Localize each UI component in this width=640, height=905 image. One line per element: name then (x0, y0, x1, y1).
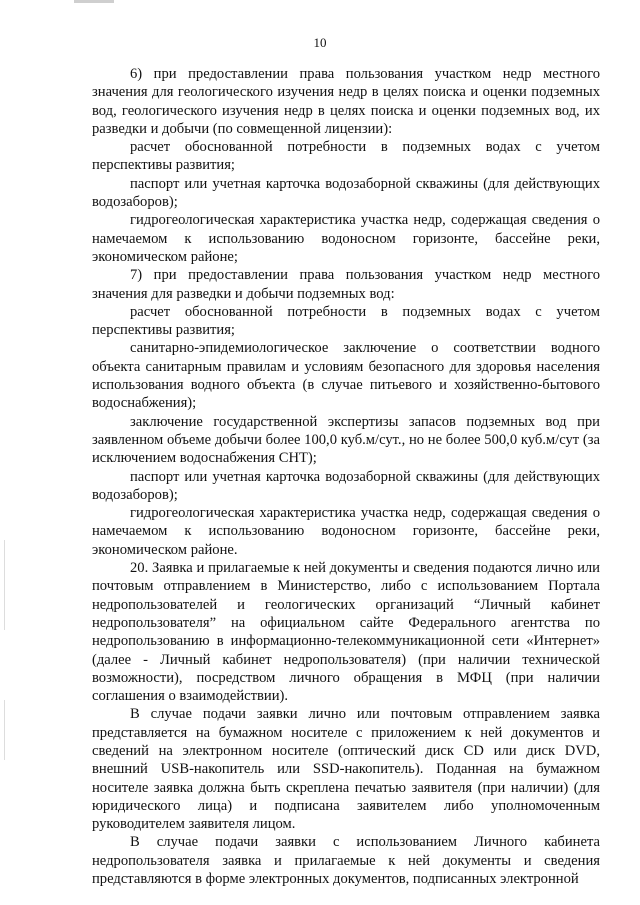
paragraph-sanitary-conclusion: санитарно-эпидемиологическое заключение о соответствии водного объекта санитарным правилам и условиям безопасного для здоровья населения использования водного объекта (в случае питьевого и хозяйственно-бытового водоснабжения); (92, 340, 600, 412)
paragraph-hydrogeology: гидрогеологическая характеристика участка недр, содержащая сведения о намечаемом к использованию водоносном горизонте, бассейне реки, экономическом районе. (92, 505, 600, 558)
paragraph-item-6: 6) при предоставлении права пользования участком недр местного значения для геологического изучения недр в целях поиска и оценки подземных вод, геологического изучения недр в целях поиска и оценки подземных вод, их разведки и добычи (по совмещенной лицензии): (92, 66, 600, 137)
paragraph-well-passport: паспорт или учетная карточка водозаборной скважины (для действующих водозаборов); (92, 468, 600, 503)
paragraph-water-need-calculation: расчет обоснованной потребности в подземных водах с учетом перспективы развития; (92, 303, 600, 339)
paragraph-state-expertise: заключение государственной экспертизы запасов подземных вод при заявленном объеме добычи более 100,0 куб.м/сут., но не более 500,0 куб.м/сут (за исключением водоснабжения СНТ); (92, 413, 600, 467)
paragraph-paper-submission: В случае подачи заявки лично или почтовым отправлением заявка представляется на бумажном носителе с приложением к ней документов и сведений на электронном носителе (оптический диск CD или диск DVD, внешний USB-накопитель или SSD-накопитель). Поданная на бумажном носителе заявка должна быть скреплена печатью заявителя (при наличии) (для юридического лица) и подписана заявителем либо уполномоченным руководителем заявителя лицом. (92, 706, 600, 833)
page-number: 10 (313, 35, 327, 50)
paragraph-well-passport: паспорт или учетная карточка водозаборной скважины (для действующих водозаборов); (92, 175, 600, 211)
scan-edge-mark (74, 0, 114, 3)
paragraph-water-need-calculation: расчет обоснованной потребности в подземных водах с учетом перспективы развития; (92, 139, 600, 174)
scan-edge-line (4, 540, 5, 630)
paragraph-electronic-submission: В случае подачи заявки с использованием Личного кабинета недропользователя заявка и прилагаемые к ней документы и сведения представляются в форме электронных документов, подписанных электронной (92, 834, 600, 888)
scan-edge-line (4, 700, 5, 760)
document-body (92, 65, 600, 888)
paragraph-item-7: 7) при предоставлении права пользования участком недр местного значения для разведки и добычи подземных вод: (92, 267, 600, 302)
paragraph-hydrogeology: гидрогеологическая характеристика участка недр, содержащая сведения о намечаемом к использованию водоносном горизонте, бассейне реки, экономическом районе; (92, 212, 600, 265)
paragraph-section-20: 20. Заявка и прилагаемые к ней документы и сведения подаются лично или почтовым отправлением в Министерство, либо с использованием Портала недропользователей и геологических организаций “Личный кабинет недропользователя” на официальном сайте Федерального агентства по недропользованию в информационно-телекоммуникационной сети «Интернет» (далее - Личный кабинет недропользователя) (при наличии технической возможности), посредством личного обращения в МФЦ (при наличии соглашения о взаимодействии). (92, 560, 600, 705)
